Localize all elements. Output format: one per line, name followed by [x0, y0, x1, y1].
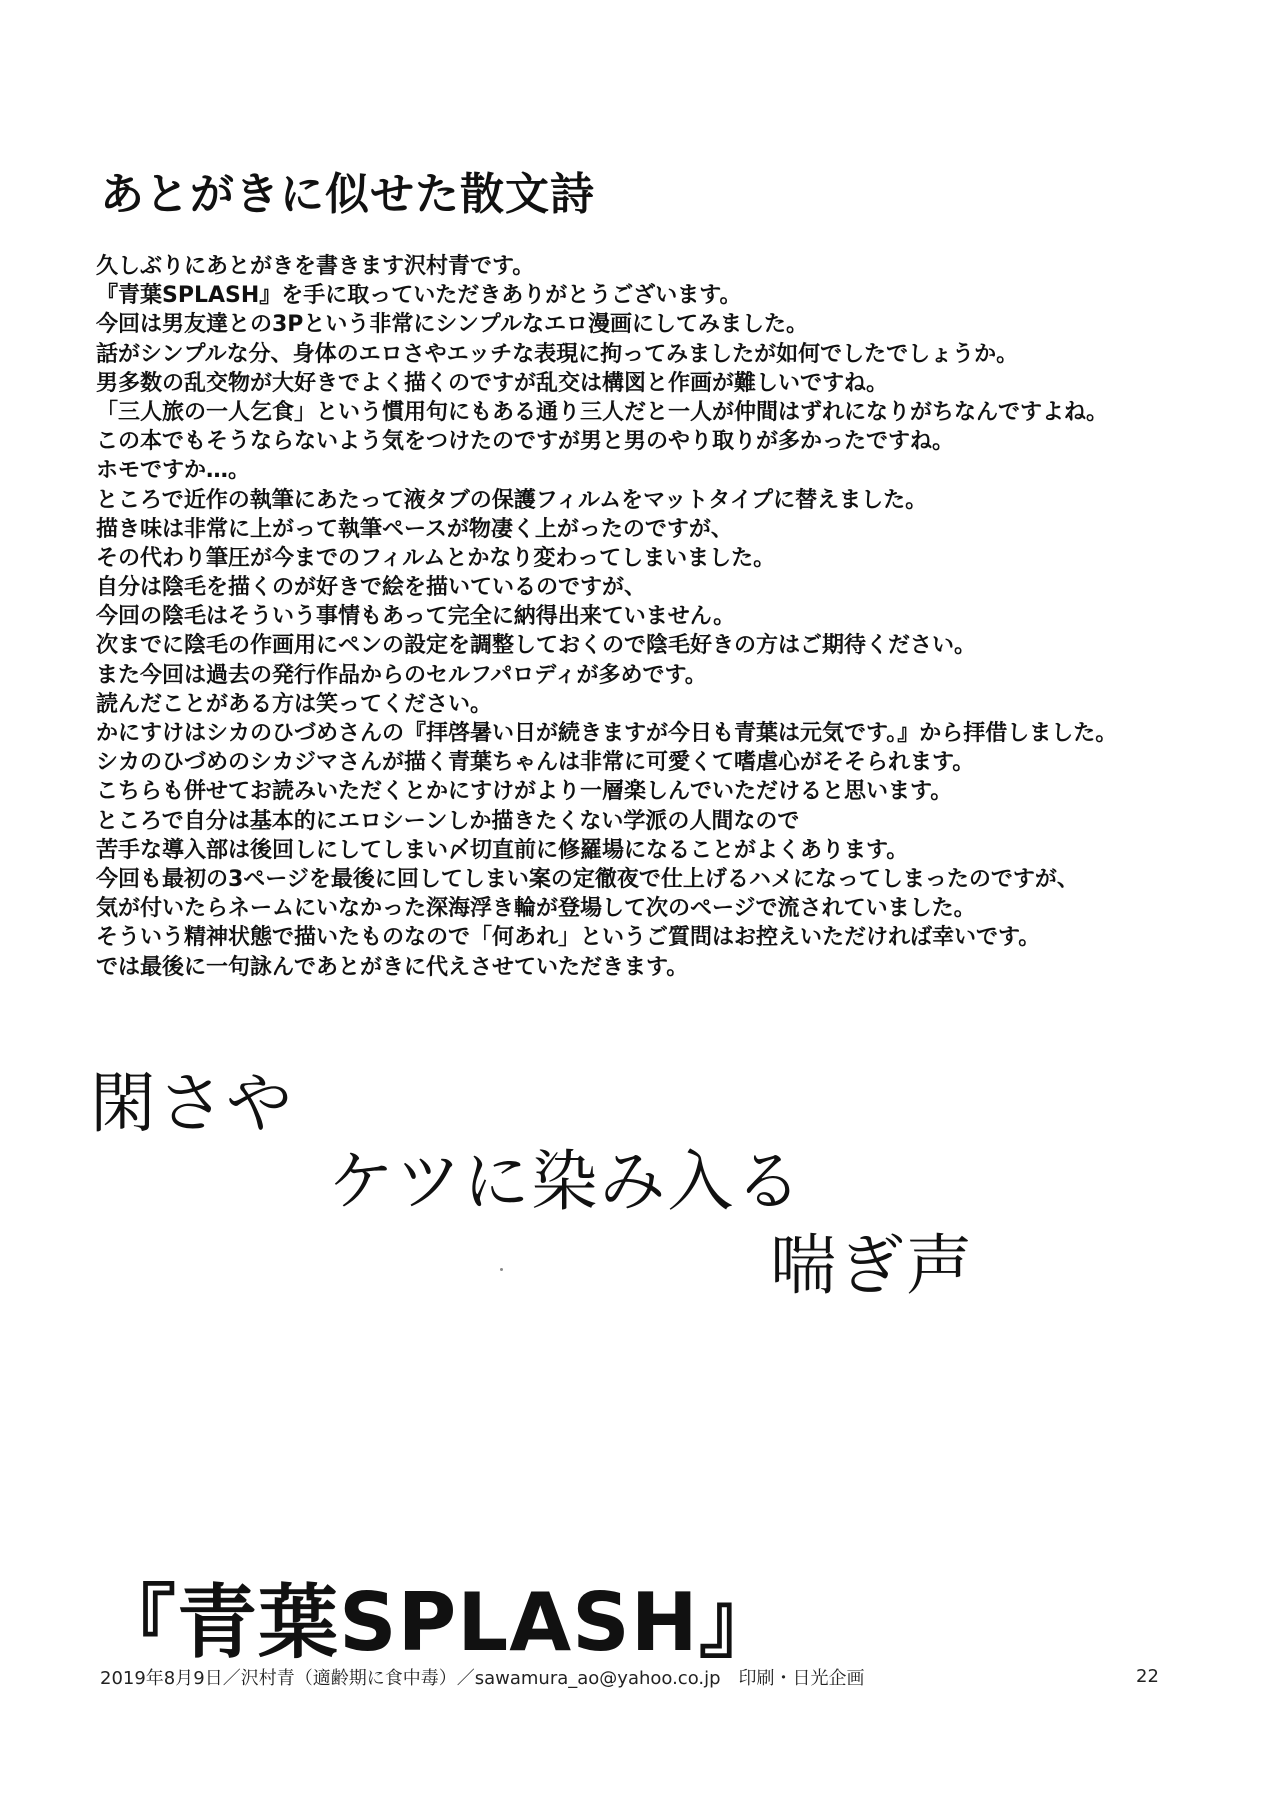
body-line: 苦手な導入部は後回しにしてしまい〆切直前に修羅場になることがよくあります。 [96, 837, 909, 863]
body-line: シカのひづめのシカジマさんが描く青葉ちゃんは非常に可愛くて嗜虐心がそそられます。 [96, 750, 975, 776]
body-line: そういう精神状態で描いたものなので「何あれ」というご質問はお控えいただければ幸いです。 [96, 925, 1041, 951]
body-line: 自分は陰毛を描くのが好きで絵を描いているのですが、 [96, 575, 647, 601]
afterword-heading: あとがきに似せた散文詩 [100, 169, 595, 220]
colophon: 2019年8月9日／沢村青（適齢期に食中毒）／sawamura_ao@yahoo.co.jp 印刷・日光企画 [100, 1668, 865, 1689]
body-line: 久しぶりにあとがきを書きます沢村青です。 [96, 254, 535, 279]
book-title: 『青葉SPLASH』 [96, 1576, 780, 1669]
body-line: 今回も最初の3ページを最後に回してしまい案の定徹夜で仕上げるハメになってしまったのですが、 [96, 866, 1079, 892]
body-line: この本でもそうならないよう気をつけたのですが男と男のやり取りが多かったですね。 [96, 429, 955, 455]
body-line: こちらも併せてお読みいただくとかにすけがより一層楽しんでいただけると思います。 [96, 779, 953, 805]
body-line: 今回の陰毛はそういう事情もあって完全に納得出来ていません。 [96, 604, 736, 630]
body-line: また今回は過去の発行作品からのセルフパロディが多めです。 [96, 662, 707, 688]
body-line: 読んだことがある方は笑ってください。 [96, 691, 493, 717]
body-line: 『青葉SPLASH』を手に取っていただきありがとうございます。 [96, 283, 742, 309]
page-number: 22 [1136, 1666, 1159, 1687]
haiku-line-3: 喘ぎ声 [770, 1227, 974, 1304]
body-line: ところで近作の執筆にあたって液タブの保護フィルムをマットタイプに替えました。 [96, 487, 928, 513]
afterword-body [96, 252, 1216, 982]
body-line: 今回は男友達との3Pという非常にシンプルなエロ漫画にしてみました。 [96, 312, 809, 338]
haiku-line-1: 閑さや [90, 1065, 294, 1142]
body-line: では最後に一句詠んであとがきに代えさせていただきます。 [96, 954, 689, 980]
body-line: ところで自分は基本的にエロシーンしか描きたくない学派の人間なので [96, 808, 800, 834]
body-line: 「三人旅の一人乞食」という慣用句にもある通り三人だと一人が仲間はずれになりがちなんですよね。 [96, 399, 1109, 425]
body-line: かにすけはシカのひづめさんの『拝啓暑い日が続きますが今日も青葉は元気です。』から拝借しました。 [96, 721, 1118, 746]
body-line: その代わり筆圧が今までのフィルムとかなり変わってしまいました。 [96, 545, 776, 571]
body-line: 描き味は非常に上がって執筆ペースが物凄く上がったのですが、 [96, 516, 733, 542]
haiku-line-2: ケツに染み入る [328, 1143, 804, 1220]
body-line: 気が付いたらネームにいなかった深海浮き輪が登場して次のページで流されていました。 [96, 896, 976, 922]
body-line: ホモですか…。 [96, 458, 251, 484]
body-line: 男多数の乱交物が大好きでよく描くのですが乱交は構図と作画が難しいですね。 [96, 370, 889, 396]
body-line: 話がシンプルな分、身体のエロさやエッチな表現に拘ってみましたが如何でしたでしょうか。 [96, 341, 1019, 367]
body-line: 次までに陰毛の作画用にペンの設定を調整しておくので陰毛好きの方はご期待ください。 [96, 633, 977, 659]
stray-dot [500, 1268, 503, 1271]
